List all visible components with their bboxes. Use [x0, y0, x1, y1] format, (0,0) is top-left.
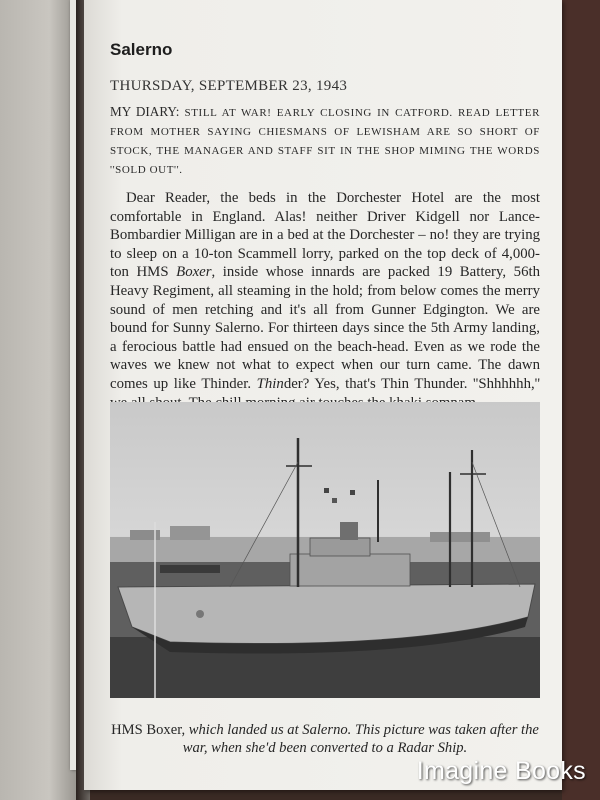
chapter-title: Salerno [110, 40, 173, 59]
photo-caption [110, 721, 540, 758]
building [170, 526, 210, 540]
signal-flag [332, 498, 337, 503]
hawse-hole [196, 610, 204, 618]
body-paragraph [110, 189, 540, 412]
body-text-part-3: der? Yes, that's Thin Thunder. ''Shhhhhh,'' [283, 375, 540, 392]
book-page [84, 0, 562, 790]
bridge [310, 538, 370, 556]
funnel [340, 522, 358, 540]
body-text-part-1: Dear Reader, the beds in the Dorchester Hotel are the most comfortable in England. Alas! neither Driver Kidgell nor Lance-Bombardier Milligan are in a bed at the Dorchester – no! they are trying to sleep on a 10-ton Scammell lorry, parked on the top deck of 4,000-ton HMS [110, 190, 540, 281]
diary-entry-text: STILL AT WAR! EARLY CLOSING IN CATFORD. READ LETTER FROM MOTHER SAYING CHIESMANS OF LEWISHAM ARE SO SHORT OF STOCK, THE MANAGER AND STAFF SIT IN THE SHOP MIMING THE WORDS ''SOLD OUT''. [110, 107, 541, 176]
caption-italic: which landed us at Salerno. This picture was taken after the war, when she'd been converted to a Radar Ship. [182, 721, 539, 756]
caption-lead: HMS Boxer, [111, 721, 189, 738]
signal-flag [350, 490, 355, 495]
page-content [110, 40, 540, 412]
body-text-part-2: , inside whose innards are packed 19 Battery, 56th Heavy Regiment, all steaming in the hold; from below comes the merry sound of men retching and it's all from Gunner Edgington. We are bound for Sunny Salerno. For thirteen days since the 5th Army landing, a ferocious battle had ensued on the beach-head. Even as we rode the waves we knew not what to expect when our turn came. The dawn comes up like Thinder. [110, 264, 540, 392]
thin-italic: Thin [256, 375, 284, 392]
ship-photo [110, 402, 540, 698]
ship-name: Boxer [176, 264, 212, 281]
diary-entry [110, 103, 540, 179]
building [430, 532, 490, 542]
diary-label: MY DIARY: [110, 104, 180, 119]
signal-flag [324, 488, 329, 493]
background-boat [160, 565, 220, 573]
ship-illustration [110, 402, 540, 698]
superstructure [290, 554, 410, 586]
watermark-text: Imagine Books [416, 757, 586, 785]
background-surface [562, 0, 600, 800]
diary-date: THURSDAY, SEPTEMBER 23, 1943 [110, 78, 348, 94]
